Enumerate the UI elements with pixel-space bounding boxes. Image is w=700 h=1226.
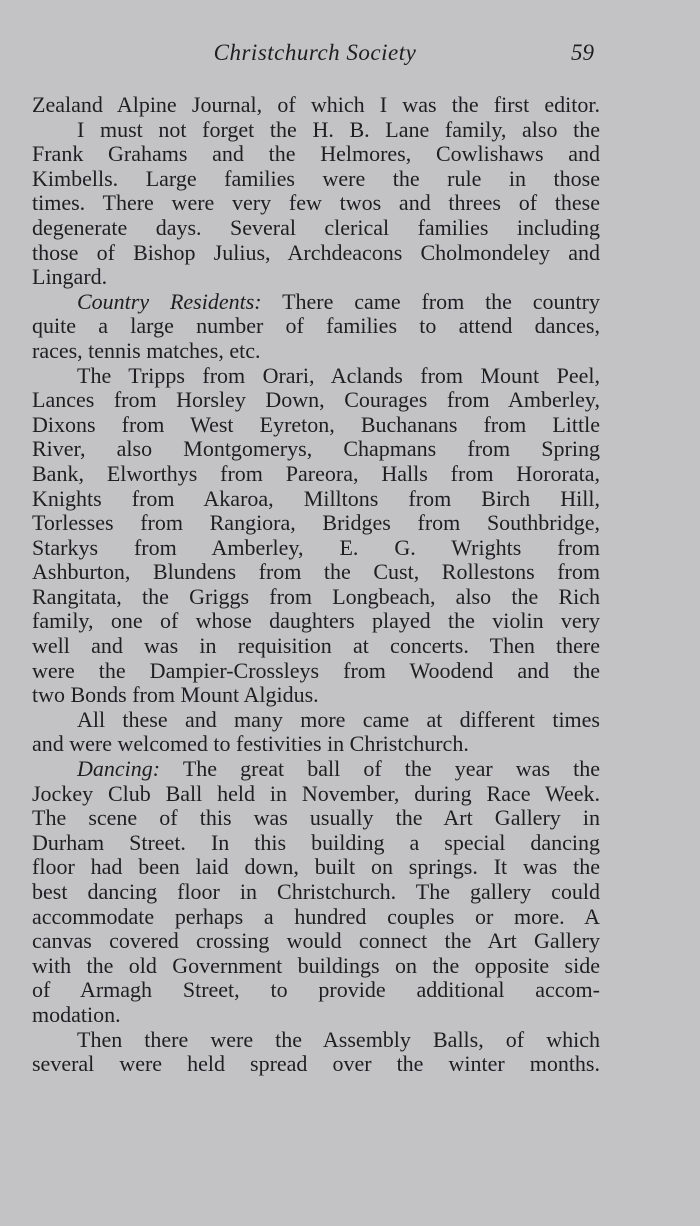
text-line: River, also Montgomerys, Chapmans from Spring [32, 437, 600, 462]
text-line: Then there were the Assembly Balls, of which [77, 1027, 600, 1052]
text-line: Knights from Akaroa, Milltons from Birch Hill, [32, 486, 600, 511]
section-heading-country-residents: Country Residents: [77, 289, 262, 314]
body-text [32, 93, 600, 1077]
text-line: Rangitata, the Griggs from Longbeach, also the Rich [32, 584, 600, 609]
text-line: those of Bishop Julius, Archdeacons Cholmondeley and [32, 240, 600, 265]
text-line: floor had been laid down, built on springs. It was the [32, 855, 600, 880]
text-line: accommodate perhaps a hundred couples or more. A [32, 904, 600, 929]
text-line: Zealand Alpine Journal, of which I was the first editor. [32, 93, 600, 117]
text-line: Starkys from Amberley, E. G. Wrights from [32, 535, 600, 560]
text-line: All these and many more came at different times [77, 707, 600, 732]
text-line: The scene of this was usually the Art Gallery in [32, 806, 600, 831]
text-line: best dancing floor in Christchurch. The gallery could [32, 880, 600, 904]
text-line: times. There were very few twos and threes of these [32, 191, 600, 216]
text-line: of Armagh Street, to provide additional accom- [32, 978, 600, 1003]
text-line: two Bonds from Mount Algidus. [32, 683, 319, 708]
text-line: several were held spread over the winter months. [32, 1052, 600, 1077]
page-header [32, 40, 598, 76]
text-line: The Tripps from Orari, Aclands from Mount Peel, [77, 363, 600, 388]
text-line: I must not forget the H. B. Lane family, also the [77, 117, 600, 142]
text-line: Ashburton, Blundens from the Cust, Rollestons from [32, 560, 600, 585]
text-line: Lingard. [32, 265, 108, 290]
text-line: races, tennis matches, etc. [32, 338, 261, 363]
text-line: modation. [32, 1002, 121, 1027]
text-line: and were welcomed to festivities in Christchurch. [32, 732, 469, 757]
text-line: were the Dampier-Crossleys from Woodend and the [32, 658, 600, 683]
text-line: Torlesses from Rangiora, Bridges from Southbridge, [32, 511, 600, 536]
section-heading-dancing: Dancing: [77, 757, 161, 782]
text-line: Bank, Elworthys from Pareora, Halls from Hororata, [32, 461, 600, 486]
text-line: Jockey Club Ball held in November, during Race Week. [32, 781, 600, 806]
text-line: canvas covered crossing would connect the Art Gallery [32, 929, 600, 954]
text-line: Frank Grahams and the Helmores, Cowlishaws and [32, 142, 600, 167]
text-line: quite a large number of families to attend dances, [32, 314, 600, 339]
page-number: 59 [571, 40, 594, 65]
text-line: with the old Government buildings on the opposite side [32, 953, 600, 978]
text-line: Dixons from West Eyreton, Buchanans from Little [32, 412, 600, 437]
running-title: Christchurch Society [213, 40, 417, 65]
text-line: degenerate days. Several clerical families including [32, 215, 600, 240]
text-line: Lances from Horsley Down, Courages from Amberley, [32, 388, 600, 413]
text-line: well and was in requisition at concerts. Then there [32, 634, 600, 659]
text-line: Durham Street. In this building a special dancing [32, 830, 600, 855]
text-line: Country Residents: There came from the country [77, 289, 600, 314]
text-line: Dancing: The great ball of the year was the [77, 757, 600, 782]
text-line: Kimbells. Large families were the rule in those [32, 166, 600, 191]
text-line: family, one of whose daughters played the violin very [32, 609, 600, 634]
